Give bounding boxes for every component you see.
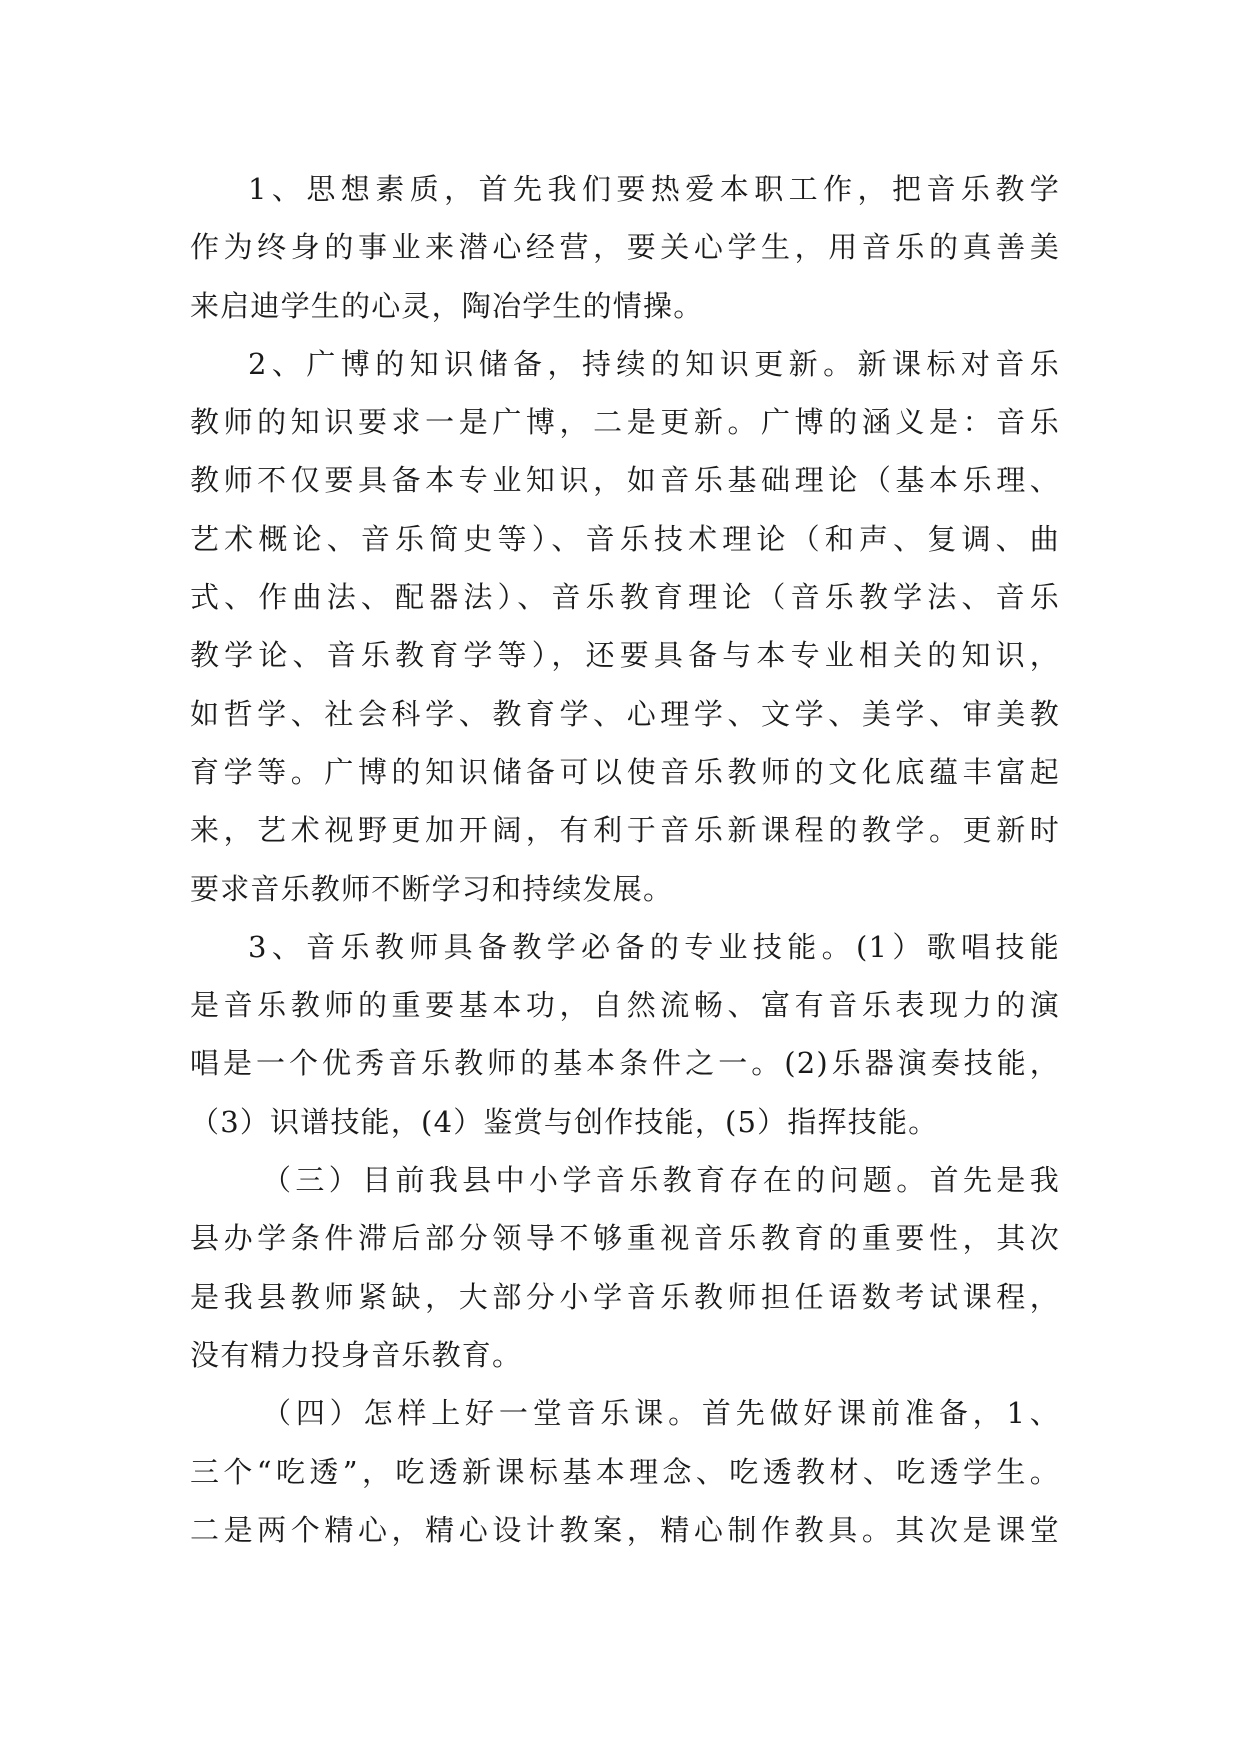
text-line: 教学论、音乐教育学等），还要具备与本专业相关的知识， <box>190 638 1060 673</box>
text-line: 2、广博的知识储备，持续的知识更新。新课标对音乐 <box>248 346 1060 381</box>
text-line: 育学等。广博的知识储备可以使音乐教师的文化底蕴丰富起 <box>190 754 1060 789</box>
text-line: 式、作曲法、配器法）、音乐教育理论（音乐教学法、音乐 <box>190 580 1060 615</box>
text-line: 是音乐教师的重要基本功，自然流畅、富有音乐表现力的演 <box>190 988 1060 1023</box>
text-line: 作为终身的事业来潜心经营，要关心学生，用音乐的真善美 <box>190 230 1060 265</box>
paragraph-knowledge-reserve <box>190 335 1060 918</box>
text-line: 是我县教师紧缺，大部分小学音乐教师担任语数考试课程， <box>190 1279 1060 1314</box>
text-line: 没有精力投身音乐教育。 <box>190 1337 523 1372</box>
text-line: 教师的知识要求一是广博，二是更新。广博的涵义是：音乐 <box>190 405 1060 440</box>
text-line: 艺术概论、音乐简史等）、音乐技术理论（和声、复调、曲 <box>190 521 1060 556</box>
text-line: （四）怎样上好一堂音乐课。首先做好课前准备，1、 <box>262 1396 1060 1431</box>
text-line: 唱是一个优秀音乐教师的基本条件之一。(2)乐器演奏技能， <box>190 1046 1060 1081</box>
text-line: （3）识谱技能，(4）鉴赏与创作技能，(5）指挥技能。 <box>190 1104 939 1139</box>
text-line: 如哲学、社会科学、教育学、心理学、文学、美学、审美教 <box>190 696 1060 731</box>
text-line: 来启迪学生的心灵，陶冶学生的情操。 <box>190 288 704 323</box>
text-line: 县办学条件滞后部分领导不够重视音乐教育的重要性，其次 <box>190 1221 1060 1256</box>
text-line: （三）目前我县中小学音乐教育存在的问题。首先是我 <box>262 1163 1060 1198</box>
paragraph-music-lesson <box>190 1384 1060 1559</box>
document-body <box>190 160 1060 1559</box>
text-line: 教师不仅要具备本专业知识，如音乐基础理论（基本乐理、 <box>190 463 1060 498</box>
paragraph-ideological-quality <box>190 160 1060 335</box>
text-line: 来，艺术视野更加开阔，有利于音乐新课程的教学。更新时 <box>190 813 1060 848</box>
paragraph-professional-skills <box>190 918 1060 1151</box>
text-line: 要求音乐教师不断学习和持续发展。 <box>190 871 674 906</box>
text-line: 三个“吃透”，吃透新课标基本理念、吃透教材、吃透学生。 <box>190 1454 1060 1489</box>
paragraph-current-problems <box>190 1151 1060 1384</box>
text-line: 二是两个精心，精心设计教案，精心制作教具。其次是课堂 <box>190 1512 1060 1547</box>
text-line: 1、思想素质，首先我们要热爱本职工作，把音乐教学 <box>248 172 1060 206</box>
text-line: 3、音乐教师具备教学必备的专业技能。(1）歌唱技能 <box>248 929 1060 964</box>
